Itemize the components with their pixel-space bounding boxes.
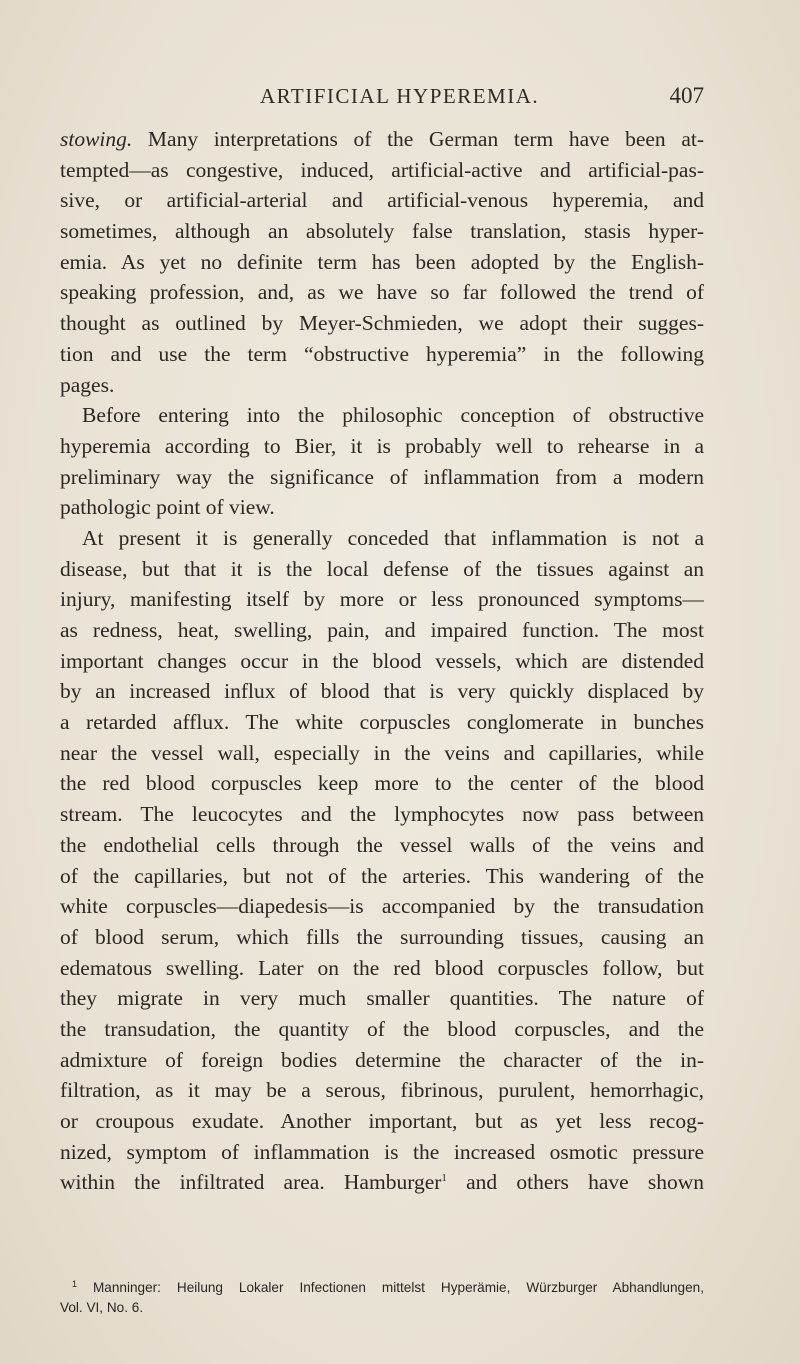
line-text: within the infiltrated area. Hamburger (60, 1170, 442, 1195)
body-text (60, 124, 704, 1198)
line-text: Many interpretations of the German term have been at- (132, 127, 704, 151)
text-line: pathologic point of view. (60, 495, 275, 520)
text-line: they migrate in very much smaller quantities. The nature of (60, 986, 704, 1011)
running-head (60, 84, 704, 114)
text-line: edematous swelling. Later on the red blood corpuscles follow, but (60, 955, 704, 980)
text-line: thought as outlined by Meyer-Schmieden, we adopt their sugges- (60, 311, 704, 336)
footnote-reference: 1 (441, 1172, 447, 1185)
text-line: stream. The leucocytes and the lymphocytes now pass between (60, 802, 704, 827)
footnote-line: Vol. VI, No. 6. (60, 1300, 144, 1315)
page-number: 407 (669, 83, 704, 108)
italic-term: stowing. (60, 127, 133, 151)
text-line: filtration, as it may be a serous, fibrinous, purulent, hemorrhagic, (60, 1078, 704, 1103)
text-line: of the capillaries, but not of the arteries. This wandering of the (60, 863, 704, 888)
text-line: of blood serum, which fills the surrounding tissues, causing an (60, 924, 704, 949)
text-line: tion and use the term “obstructive hyperemia” in the following (60, 341, 704, 366)
text-line: emia. As yet no definite term has been adopted by the English- (60, 249, 704, 274)
text-line: as redness, heat, swelling, pain, and impaired function. The most (60, 618, 704, 642)
text-line: a retarded afflux. The white corpuscles conglomerate in bunches (60, 710, 704, 735)
paragraph-start: At present it is generally conceded that inflammation is not a (82, 525, 704, 550)
text-line: tempted—as congestive, induced, artificial-active and artificial-pas- (60, 157, 704, 182)
text-line: hyperemia according to Bier, it is probably well to rehearse in a (60, 433, 704, 458)
text-line: speaking profession, and, as we have so far followed the trend of (60, 280, 704, 305)
text-line: near the vessel wall, especially in the veins and capillaries, while (60, 740, 704, 765)
text-line: by an increased influx of blood that is very quickly displaced by (60, 679, 704, 704)
text-line (60, 1167, 704, 1198)
text-line: or croupous exudate. Another important, but as yet less recog- (60, 1109, 704, 1133)
footnote-marker: 1 (72, 1279, 78, 1289)
text-line: the red blood corpuscles keep more to the center of the blood (60, 771, 704, 796)
line-text: and others have shown (446, 1170, 704, 1195)
footnote-text: Manninger: Heilung Lokaler Infectionen mittelst Hyperämie, Würzburger Abhandlungen, (92, 1280, 704, 1295)
text-line: the endothelial cells through the vessel walls of the veins and (60, 832, 704, 857)
text-line: the transudation, the quantity of the blood corpuscles, and the (60, 1016, 704, 1041)
text-line: sive, or artificial-arterial and artificial-venous hyperemia, and (60, 188, 704, 213)
text-line: injury, manifesting itself by more or less pronounced symptoms— (60, 587, 704, 612)
text-line: sometimes, although an absolutely false translation, stasis hyper- (60, 219, 704, 244)
text-line: white corpuscles—diapedesis—is accompanied by the transudation (60, 894, 704, 919)
footnote-line (60, 1278, 704, 1298)
text-line: preliminary way the significance of inflammation from a modern (60, 464, 704, 489)
running-title: ARTIFICIAL HYPEREMIA. (260, 84, 540, 108)
text-line (60, 124, 704, 155)
footnote (60, 1278, 704, 1318)
text-line: admixture of foreign bodies determine the character of the in- (60, 1047, 704, 1072)
text-line: pages. (60, 372, 115, 397)
text-line: important changes occur in the blood vessels, which are distended (60, 648, 704, 673)
text-line: nized, symptom of inflammation is the increased osmotic pressure (60, 1139, 704, 1164)
text-line: disease, but that it is the local defense of the tissues against an (60, 556, 704, 581)
paragraph-start: Before entering into the philosophic conception of obstructive (82, 403, 704, 428)
